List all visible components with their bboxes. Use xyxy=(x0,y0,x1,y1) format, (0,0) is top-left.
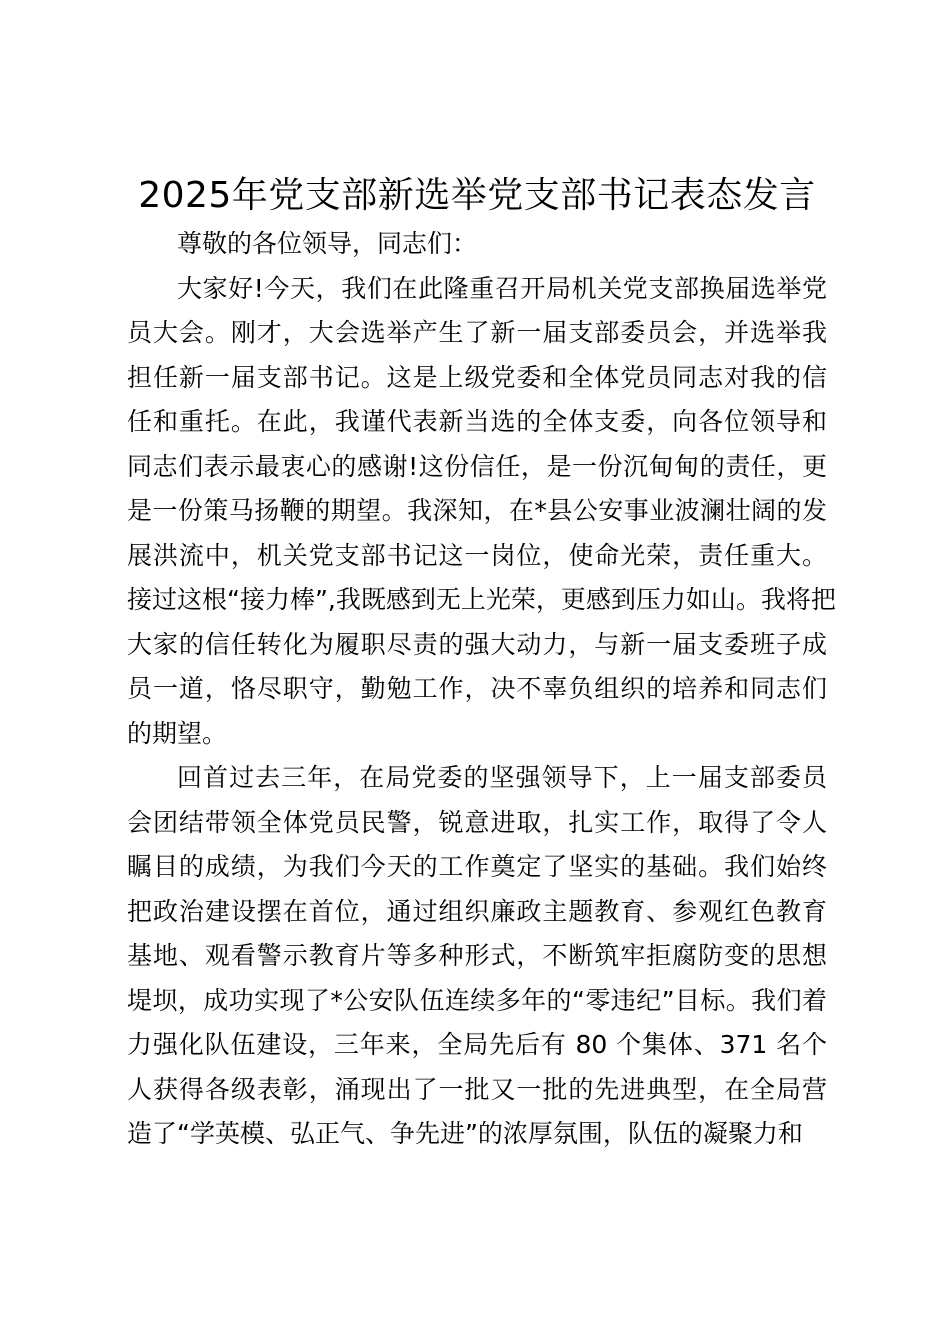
paragraph-line: 接过这根“接力棒”,我既感到无上光荣，更感到压力如山。我将把 xyxy=(127,585,836,614)
paragraph-line: 员一道，恪尽职守，勤勉工作，决不辜负组织的培养和同志们 xyxy=(127,674,827,703)
body-paragraph xyxy=(127,756,827,1157)
paragraph-line: 任和重托。在此，我谨代表新当选的全体支委，向各位领导和 xyxy=(127,407,827,436)
paragraph-line: 回首过去三年，在局党委的坚强领导下，上一届支部委员 xyxy=(177,763,827,792)
paragraph-line: 同志们表示最衷心的感谢!这份信任，是一份沉甸甸的责任，更 xyxy=(127,451,827,481)
paragraph-line: 堤坝，成功实现了*公安队伍连续多年的“零违纪”目标。我们着 xyxy=(127,985,827,1015)
salutation: 尊敬的各位领导，同志们： xyxy=(177,229,478,258)
paragraph-line: 瞩目的成绩，为我们今天的工作奠定了坚实的基础。我们始终 xyxy=(127,852,827,881)
body-paragraph xyxy=(127,267,836,757)
paragraph-line: 力强化队伍建设，三年来，全局先后有 80 个集体、371 名个 xyxy=(127,1030,827,1059)
paragraph-line: 大家的信任转化为履职尽责的强大动力，与新一届支委班子成 xyxy=(127,629,827,659)
paragraph-line: 把政治建设摆在首位，通过组织廉政主题教育、参观红色教育 xyxy=(127,896,827,926)
paragraph-line: 是一份策马扬鞭的期望。我深知，在*县公安事业波澜壮阔的发 xyxy=(127,496,827,525)
paragraph-line: 人获得各级表彰，涌现出了一批又一批的先进典型，在全局营 xyxy=(127,1074,827,1104)
paragraph-line: 担任新一届支部书记。这是上级党委和全体党员同志对我的信 xyxy=(127,362,827,392)
paragraph-line: 造了“学英模、弘正气、争先进”的浓厚氛围，队伍的凝聚力和 xyxy=(127,1119,803,1148)
paragraph-line: 员大会。刚才，大会选举产生了新一届支部委员会，并选举我 xyxy=(127,318,827,347)
paragraph-line: 会团结带领全体党员民警，锐意进取，扎实工作，取得了令人 xyxy=(127,807,827,837)
paragraph-line: 展洪流中，机关党支部书记这一岗位，使命光荣，责任重大。 xyxy=(127,540,827,570)
paragraph-line: 基地、观看警示教育片等多种形式，不断筑牢拒腐防变的思想 xyxy=(127,941,827,970)
paragraph-line: 的期望。 xyxy=(127,718,228,748)
paragraph-list xyxy=(127,267,836,1157)
document-body xyxy=(127,170,836,1157)
paragraph-line: 大家好!今天，我们在此隆重召开局机关党支部换届选举党 xyxy=(177,273,827,303)
document-title: 2025年党支部新选举党支部书记表态发言 xyxy=(138,175,816,216)
